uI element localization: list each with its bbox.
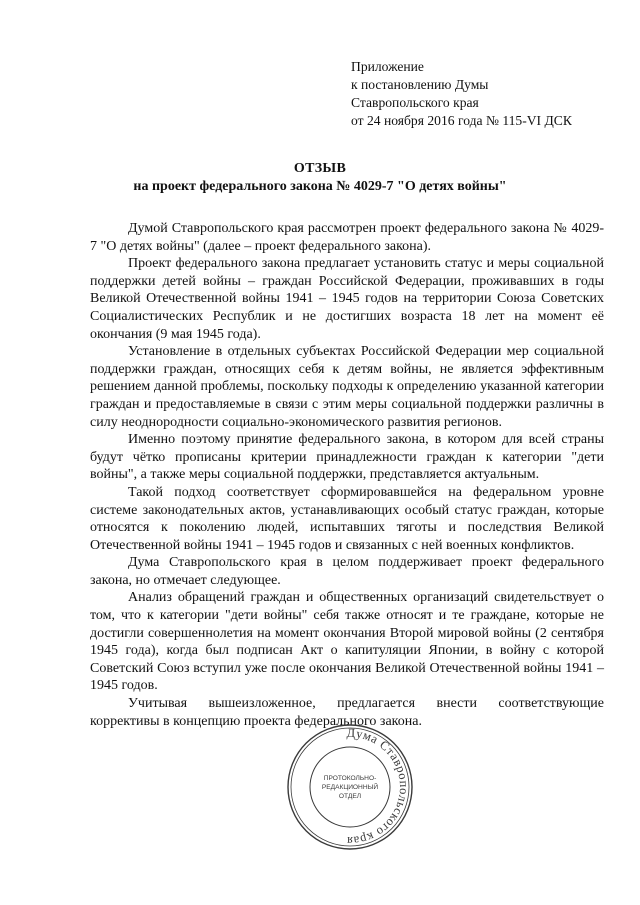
document-body	[90, 220, 604, 730]
stamp-inner-text-1: ПРОТОКОЛЬНО-	[323, 775, 377, 782]
body-paragraph: Такой подход соответствует сформировавшейся на федеральном уровне системе законодательных актов, устанавливающих особый статус граждан, которые относятся к поколению людей, испытавших тяготы и последствия Великой Отечественной войны 1941 – 1945 годов и связанных с ней военных конфликтов.	[90, 484, 604, 553]
stamp-ring-text: Дума Ставропольского края	[346, 725, 412, 849]
annex-block	[351, 58, 572, 130]
document-subtitle: на проект федерального закона № 4029-7 "О детях войны"	[133, 179, 507, 194]
stamp-inner-text-2: РЕДАКЦИОННЫЙ	[321, 784, 379, 791]
body-paragraph: Дума Ставропольского края в целом поддерживает проект федерального закона, но отмечает следующее.	[90, 555, 604, 588]
annex-line: Приложение	[351, 59, 424, 74]
body-paragraph: Учитывая вышеизложенное, предлагается внести соответствующие коррективы в концепцию проекта федерального закона.	[90, 696, 604, 729]
document-title: ОТЗЫВ	[293, 161, 347, 176]
annex-date-line: от 24 ноября 2016 года № 115-VI ДСК	[351, 113, 572, 128]
body-paragraph: Думой Ставропольского края рассмотрен проект федерального закона № 4029-7 "О детях войны" (далее – проект федерального закона).	[90, 221, 604, 254]
body-paragraph: Анализ обращений граждан и общественных организаций свидетельствует о том, что к категории "дети войны" себя также относят и те граждане, которые не достигли совершеннолетия на момент окончания Второй мировой войны (2 сентября 1945 года), когда был подписан Акт о капитуляции Японии, в войну с которой Советский Союз вступил уже после окончания Великой Отечественной войны 1941 – 1945 годов.	[90, 590, 604, 694]
annex-line: Ставропольского края	[351, 95, 479, 110]
body-paragraph: Именно поэтому принятие федерального закона, в котором для всей страны будут чётко прописаны критерии принадлежности граждан к категории "дети войны", а также меры социальной поддержки, представляется актуальным.	[90, 432, 604, 483]
body-paragraph: Установление в отдельных субъектах Российской Федерации мер социальной поддержки граждан, относящих себя к детям войны, не является эффективным решением данной проблемы, поскольку подходы к определению указанной категории граждан и предоставляемые в связи с этим меры социальной поддержки различны в силу неоднородности социально-экономического развития регионов.	[90, 344, 604, 430]
body-paragraph: Проект федерального закона предлагает установить статус и меры социальной поддержки детей войны – граждан Российской Федерации, проживавших в годы Великой Отечественной войны 1941 – 1945 годов на территории Союза Советских Социалистических Республик и не достигших возраста 18 лет на момент её окончания (9 мая 1945 года).	[90, 256, 604, 342]
stamp-inner-text-3: ОТДЕЛ	[338, 793, 362, 800]
annex-line: к постановлению Думы	[351, 77, 489, 92]
official-stamp	[285, 722, 415, 852]
